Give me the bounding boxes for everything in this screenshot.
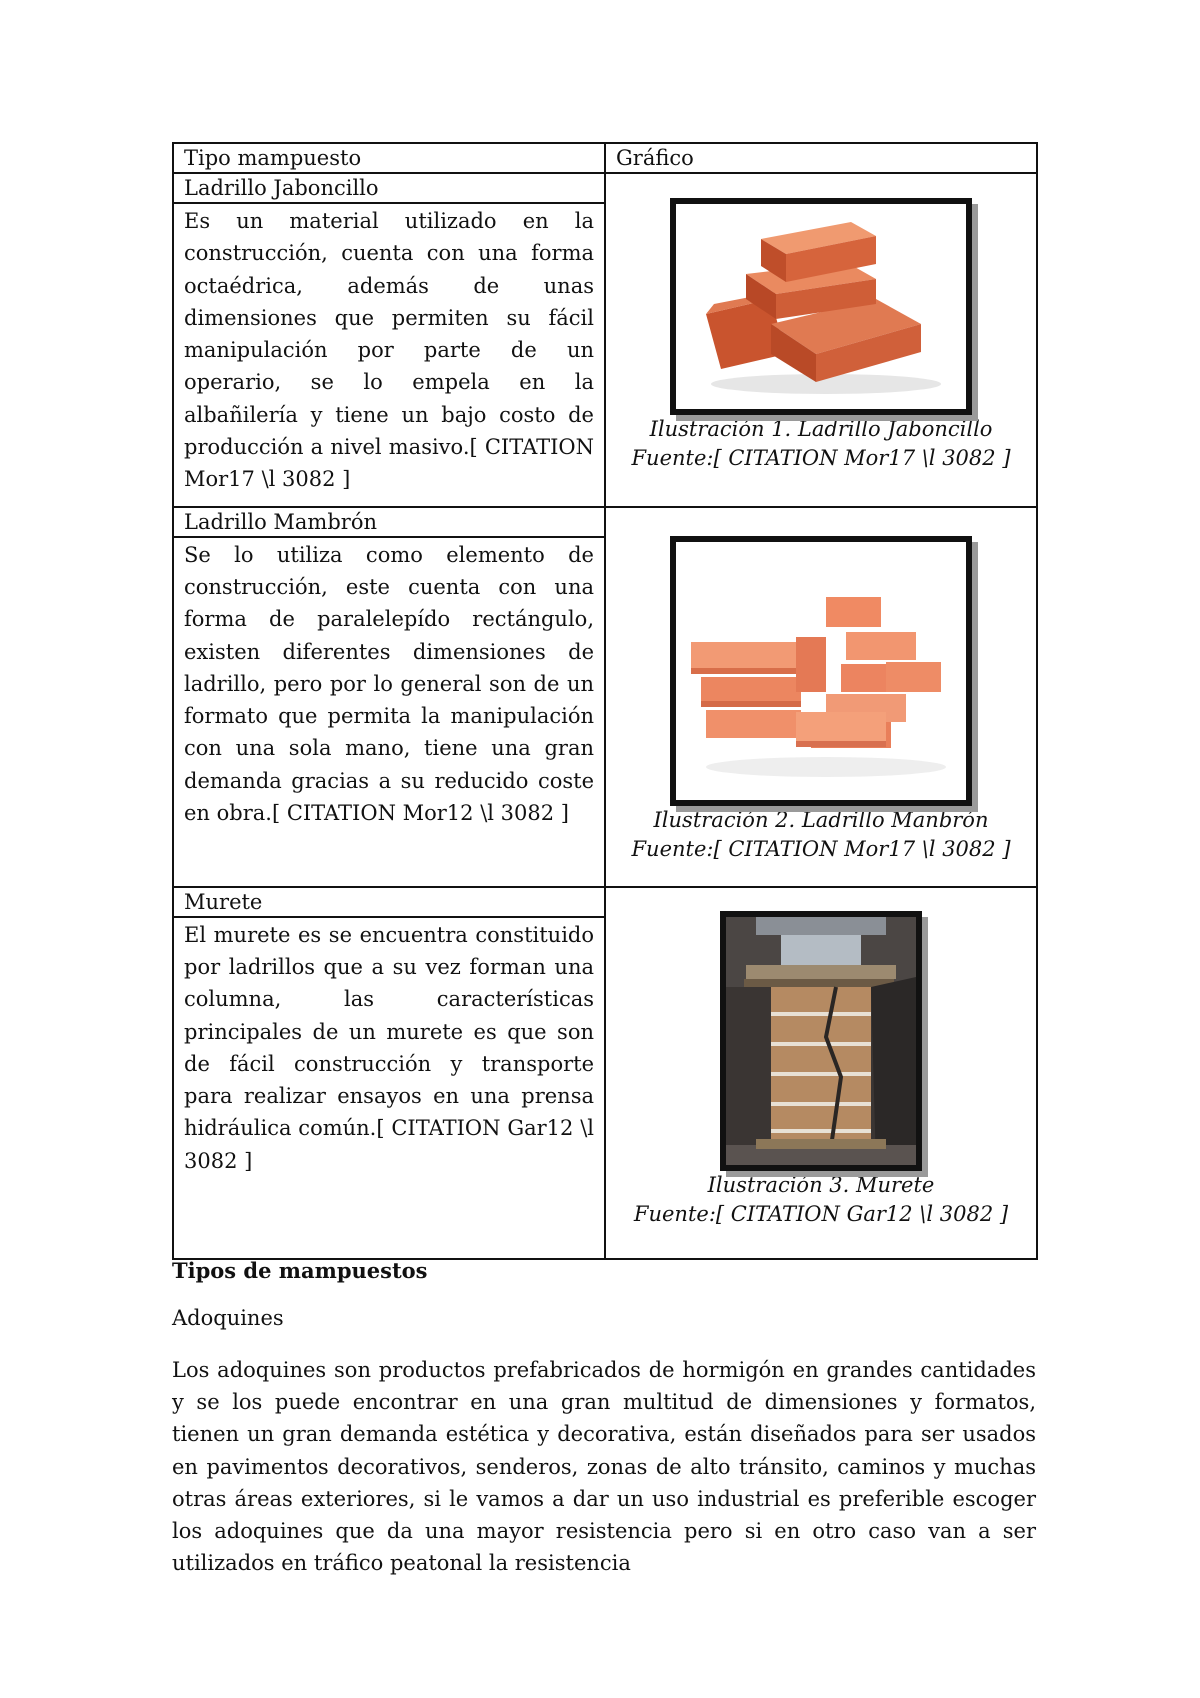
figure-source: Fuente:[ CITATION Mor17 \l 3082 ]: [631, 446, 1011, 470]
table-row: [173, 507, 1037, 887]
graphic-cell: [605, 507, 1037, 887]
type-title: Ladrillo Mambrón: [174, 508, 604, 538]
type-cell: [173, 173, 605, 507]
figure-caption: Ilustración 1. Ladrillo Jaboncillo: [649, 417, 993, 441]
brick-mambron-image: [670, 536, 972, 806]
col-header-type: Tipo mampuesto: [173, 143, 605, 173]
section-heading: Tipos de mampuestos: [172, 1258, 428, 1283]
type-title: Murete: [174, 888, 604, 918]
brick-jaboncillo-image: [670, 198, 972, 415]
figure-source: Fuente:[ CITATION Mor17 \l 3082 ]: [631, 836, 1011, 861]
table-row: [173, 887, 1037, 1259]
masonry-types-table: [172, 142, 1038, 1260]
murete-column-illustration: [726, 917, 916, 1165]
brick-pile-illustration: [676, 542, 966, 800]
graphic-cell: [605, 173, 1037, 507]
table-header-row: [173, 143, 1037, 173]
figure-caption: Ilustración 3. Murete: [707, 1172, 935, 1197]
section-paragraph: Los adoquines son productos prefabricados de hormigón en grandes cantidades y se los puede encontrar en una gran multitud de dimensiones y formatos, tienen un gran demanda estética y decorativa, están diseñados para ser usados en pavimentos decorativos, senderos, zonas de alto tránsito, caminos y muchas otras áreas exteriores, si le vamos a dar un uso industrial es preferible escoger los adoquines que da una mayor resistencia pero si en otro caso van a ser utilizados en tráfico peatonal la resistencia: [172, 1358, 1036, 1576]
type-cell: [173, 887, 605, 1259]
graphic-cell: [605, 887, 1037, 1259]
type-description: Se lo utiliza como elemento de construcción, este cuenta con una forma de paralelepído rectángulo, existen diferentes dimensiones de ladrillo, pero por lo general son de un formato que permita la manipulación con una sola mano, tiene una gran demanda gracias a su reducido coste en obra.[ CITATION Mor12 \l 3082 ]: [184, 542, 594, 826]
brick-stack-illustration: [676, 204, 966, 409]
type-cell: [173, 507, 605, 887]
type-title: Ladrillo Jaboncillo: [174, 174, 604, 204]
murete-image: [720, 911, 922, 1171]
table-row: [173, 173, 1037, 507]
figure-caption: Ilustración 2. Ladrillo Manbrón: [653, 807, 989, 832]
type-description: El murete es se encuentra constituido por ladrillos que a su vez forman una columna, las características principales de un murete es que son de fácil construcción y transporte para realizar ensayos en una prensa hidráulica común.[ CITATION Gar12 \l 3082 ]: [184, 922, 594, 1173]
col-header-graphic: Gráfico: [605, 143, 1037, 173]
type-description: Es un material utilizado en la construcción, cuenta con una forma octaédrica, además de unas dimensiones que permiten su fácil manipulación por parte de un operario, se lo empela en la albañilería y tiene un bajo costo de producción a nivel masivo.[ CITATION Mor17 \l 3082 ]: [184, 209, 594, 492]
figure-source: Fuente:[ CITATION Gar12 \l 3082 ]: [633, 1201, 1009, 1226]
section-subheading: Adoquines: [172, 1306, 284, 1330]
